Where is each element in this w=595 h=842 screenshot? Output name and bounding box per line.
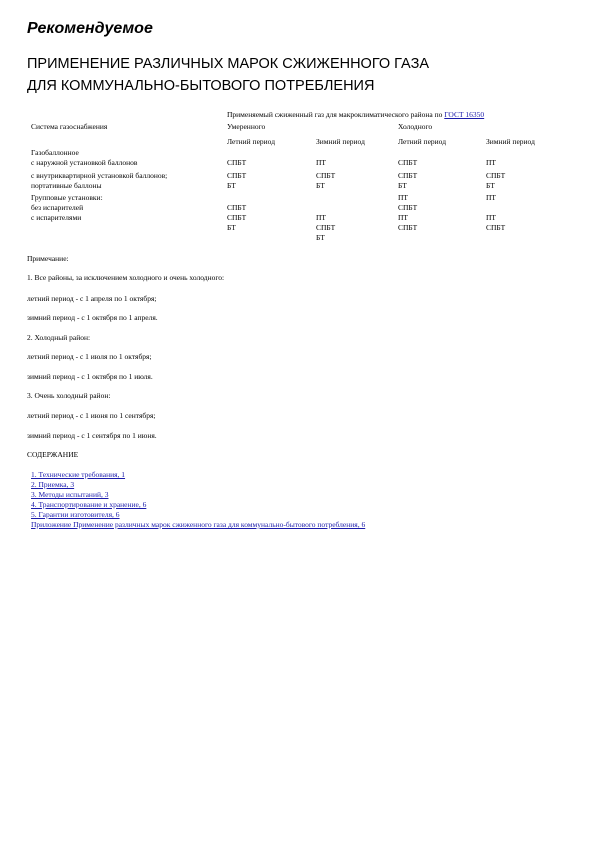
table-cell bbox=[398, 171, 417, 191]
cell-line: СПБТ bbox=[486, 223, 506, 232]
table-cell: ПТ bbox=[316, 158, 326, 167]
subheader-winter-1: Зимний период bbox=[316, 137, 365, 146]
subheader-summer-2: Летний период bbox=[398, 137, 447, 146]
note-paragraph: 2. Холодный район: bbox=[27, 333, 91, 342]
title-line-1: ПРИМЕНЕНИЕ РАЗЛИЧНЫХ МАРОК СЖИЖЕННОГО ГАЗА bbox=[27, 56, 429, 72]
cell-line: СПБТ bbox=[316, 171, 336, 180]
table-cell bbox=[398, 213, 417, 233]
row-label-line: Групповые установки: bbox=[31, 193, 103, 202]
cell-line: СПБТ bbox=[398, 171, 418, 180]
document-label: Рекомендуемое bbox=[27, 20, 153, 37]
toc-link[interactable]: 1. Технические требования, 1 bbox=[31, 470, 126, 479]
toc-link[interactable]: 5. Гарантии изготовителя, 6 bbox=[31, 510, 120, 519]
cell-line: СПБТ bbox=[316, 223, 336, 232]
cell-line: ПТ bbox=[398, 193, 408, 202]
table-row-label bbox=[31, 193, 103, 213]
cell-line: БТ bbox=[398, 181, 407, 190]
cell-line: СПБТ bbox=[486, 171, 506, 180]
table-cell: СПБТ bbox=[398, 158, 418, 167]
toc-link[interactable]: 4. Транспортирование и хранение, 6 bbox=[31, 500, 147, 509]
cell-line: БТ bbox=[227, 181, 236, 190]
notes-heading: Примечание: bbox=[27, 254, 69, 263]
note-paragraph: летний период - с 1 июня по 1 сентября; bbox=[27, 411, 156, 420]
table-cell: ПТ bbox=[486, 158, 496, 167]
cell-line: БТ bbox=[227, 223, 236, 232]
table-cell bbox=[486, 213, 505, 233]
table-row-label: с испарителями bbox=[31, 213, 82, 222]
gost-16350-link[interactable]: ГОСТ 16350 bbox=[444, 110, 485, 119]
note-paragraph: летний период - с 1 июля по 1 октября; bbox=[27, 352, 152, 361]
title-line-2: ДЛЯ КОММУНАЛЬНО-БЫТОВОГО ПОТРЕБЛЕНИЯ bbox=[27, 78, 375, 94]
cell-line: ПТ bbox=[486, 213, 496, 222]
note-paragraph: зимний период - с 1 сентября по 1 июня. bbox=[27, 431, 157, 440]
table-row-label bbox=[31, 148, 137, 168]
cell-line: ПТ bbox=[398, 213, 408, 222]
note-paragraph: летний период - с 1 апреля по 1 октября; bbox=[27, 294, 157, 303]
table-row-label bbox=[31, 171, 167, 191]
toc-heading: СОДЕРЖАНИЕ bbox=[27, 450, 79, 459]
document-title bbox=[27, 53, 572, 97]
cell-line: СПБТ bbox=[398, 223, 418, 232]
cell-line: ПТ bbox=[316, 213, 326, 222]
table-cell: СПБТ bbox=[227, 203, 247, 212]
table-cell bbox=[316, 213, 335, 243]
table-cell bbox=[398, 193, 417, 213]
table-cell: СПБТ bbox=[227, 158, 247, 167]
note-paragraph: зимний период - с 1 октября по 1 июля. bbox=[27, 372, 153, 381]
cell-line: СПБТ bbox=[227, 213, 247, 222]
note-paragraph: 1. Все районы, за исключением холодного и очень холодного: bbox=[27, 273, 225, 282]
subheader-winter-2: Зимний период bbox=[486, 137, 535, 146]
column-group-moderate: Умеренного bbox=[227, 122, 266, 131]
cell-line: БТ bbox=[316, 233, 325, 242]
table-cell bbox=[486, 171, 505, 191]
row-label-line: без испарителей bbox=[31, 203, 84, 212]
table-cell: ПТ bbox=[486, 193, 496, 202]
cell-line: БТ bbox=[486, 181, 495, 190]
toc-list bbox=[31, 470, 365, 530]
table-cell bbox=[227, 213, 246, 233]
row-label-line: портативные баллоны bbox=[31, 181, 102, 190]
toc-link[interactable]: Приложение Применение различных марок сжиженного газа для коммунально-бытового потребления, 6 bbox=[31, 520, 366, 529]
cell-line: СПБТ bbox=[227, 171, 247, 180]
note-paragraph: 3. Очень холодный район: bbox=[27, 391, 111, 400]
column-group-cold: Холодного bbox=[398, 122, 433, 131]
row-label-line: с наружной установкой баллонов bbox=[31, 158, 138, 167]
toc-link[interactable]: 2. Приемка, 3 bbox=[31, 480, 75, 489]
row-label-line: Газобаллонное bbox=[31, 148, 79, 157]
subheader-summer-1: Летний период bbox=[227, 137, 276, 146]
toc-link[interactable]: 3. Методы испытаний, 3 bbox=[31, 490, 109, 499]
table-cell bbox=[227, 171, 246, 191]
column-header-system: Система газоснабжения bbox=[31, 122, 108, 131]
row-label-line: с внутриквартирной установкой баллонов; bbox=[31, 171, 168, 180]
table-top-header bbox=[227, 110, 484, 120]
table-cell bbox=[316, 171, 335, 191]
note-paragraph: зимний период - с 1 октября по 1 апреля. bbox=[27, 313, 158, 322]
cell-line: БТ bbox=[316, 181, 325, 190]
table-top-header-text: Применяемый сжиженный газ для макроклиматического района по bbox=[227, 110, 443, 119]
cell-line: СПБТ bbox=[398, 203, 418, 212]
